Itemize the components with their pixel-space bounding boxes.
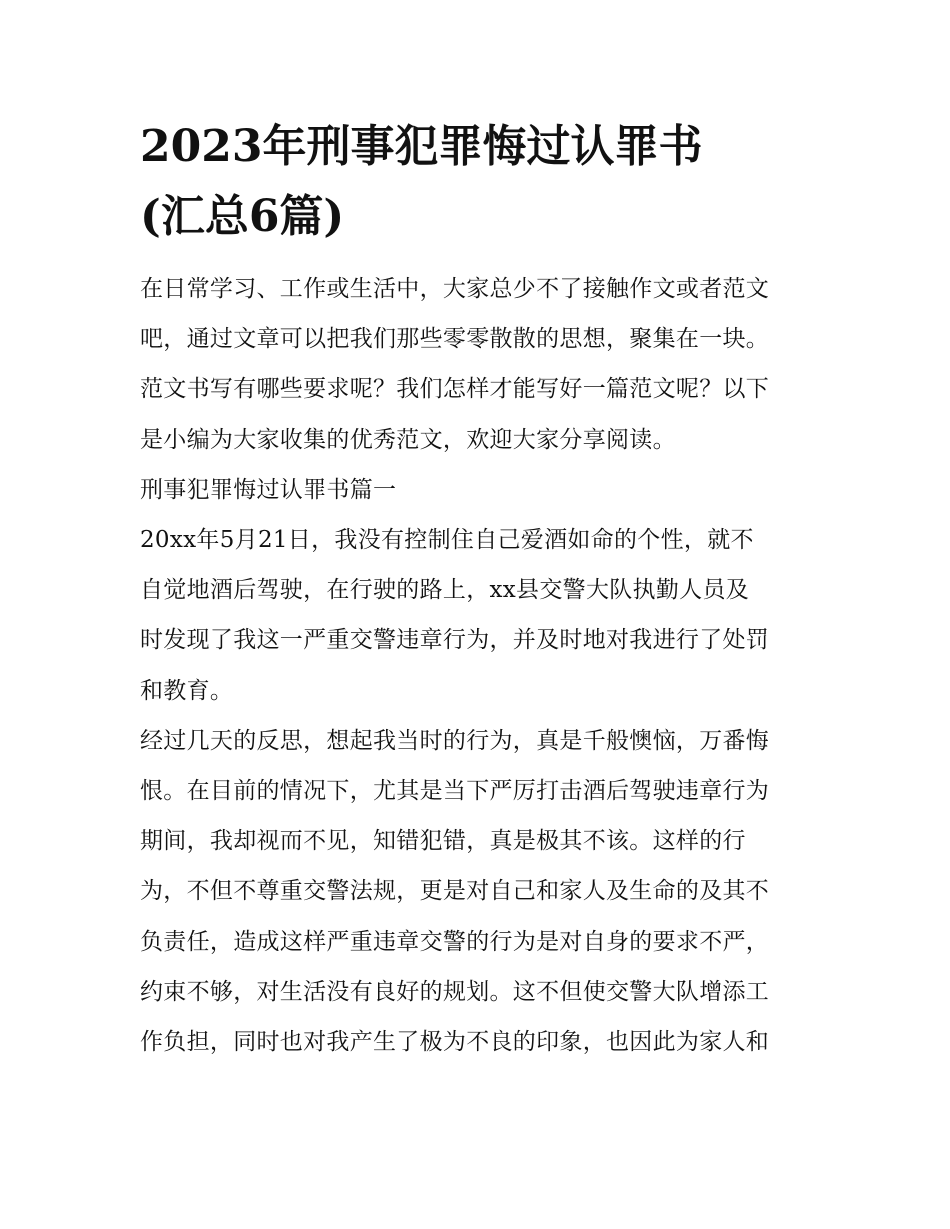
paragraph-line: 为，不但不尊重交警法规，更是对自己和家人及生命的及其不 xyxy=(140,878,770,905)
body-paragraph-2 xyxy=(140,716,820,1067)
intro-line: 是小编为大家收集的优秀范文，欢迎大家分享阅读。 xyxy=(140,426,676,453)
paragraph-line: 20xx年5月21日，我没有控制住自己爱酒如命的个性，就不 xyxy=(140,527,754,554)
paragraph-line: 自觉地酒后驾驶，在行驶的路上，xx县交警大队执勤人员及 xyxy=(140,577,750,604)
section-heading-text: 刑事犯罪悔过认罪书篇一 xyxy=(140,476,397,503)
intro-paragraph xyxy=(140,264,820,465)
paragraph-line: 恨。在目前的情况下，尤其是当下严厉打击酒后驾驶违章行为 xyxy=(140,778,770,805)
intro-line: 吧，通过文章可以把我们那些零零散散的思想，聚集在一块。 xyxy=(140,326,770,353)
title-line-2: (汇总6篇) xyxy=(140,191,345,242)
body-paragraph-1 xyxy=(140,515,820,716)
section-heading xyxy=(140,465,820,515)
paragraph-line: 期间，我却视而不见，知错犯错，真是极其不该。这样的行 xyxy=(140,828,746,855)
paragraph-line: 约束不够，对生活没有良好的规划。这不但使交警大队增添工 xyxy=(140,978,770,1005)
paragraph-line: 作负担，同时也对我产生了极为不良的印象，也因此为家人和 xyxy=(140,1029,770,1056)
paragraph-line: 经过几天的反思，想起我当时的行为，真是千般懊恼，万番悔 xyxy=(140,727,770,754)
intro-line: 范文书写有哪些要求呢？我们怎样才能写好一篇范文呢？以下 xyxy=(140,376,770,403)
paragraph-line: 和教育。 xyxy=(140,677,234,704)
document-title xyxy=(140,112,820,252)
document-content xyxy=(140,112,820,1067)
intro-line: 在日常学习、工作或生活中，大家总少不了接触作文或者范文 xyxy=(140,276,770,302)
paragraph-line: 时发现了我这一严重交警违章行为，并及时地对我进行了处罚 xyxy=(140,627,770,654)
title-line-1: 2023年刑事犯罪悔过认罪书 xyxy=(140,121,703,172)
paragraph-line: 负责任，造成这样严重违章交警的行为是对自身的要求不严， xyxy=(140,928,770,955)
